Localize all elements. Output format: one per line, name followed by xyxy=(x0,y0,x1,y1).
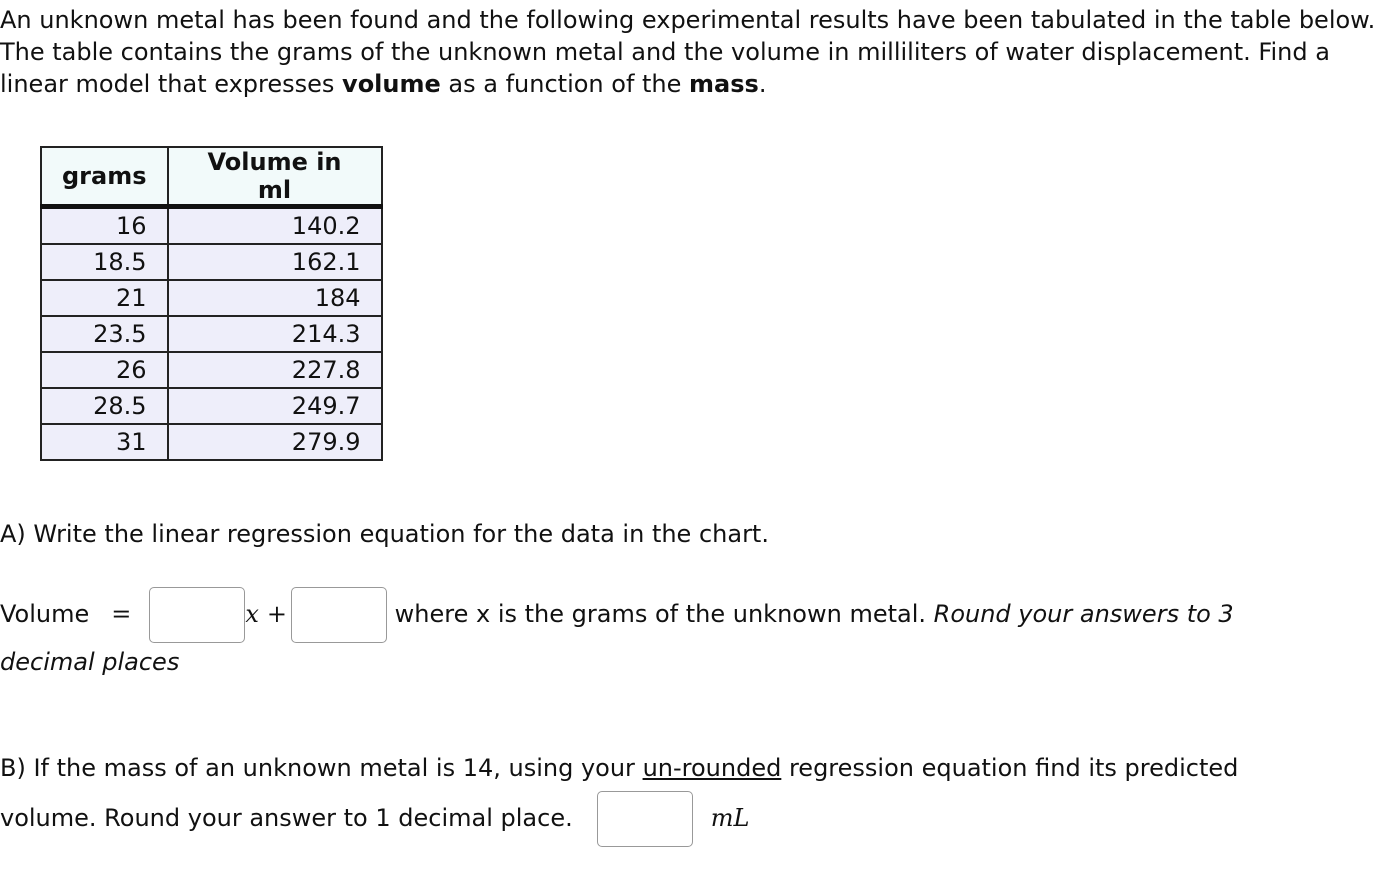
un-rounded-emphasis: un-rounded xyxy=(642,754,782,782)
part-b-text-3: volume. Round your answer to 1 decimal place. xyxy=(0,804,573,832)
cell-volume: 184 xyxy=(168,280,382,316)
slope-input[interactable] xyxy=(149,587,245,643)
intro-bold-volume: volume xyxy=(342,70,441,98)
cell-grams: 31 xyxy=(41,424,168,460)
table-row xyxy=(41,388,382,424)
unit-label: mL xyxy=(710,804,750,832)
equation-lhs: Volume xyxy=(0,600,90,628)
x-variable: x xyxy=(245,600,259,628)
table-row xyxy=(41,424,382,460)
table-row xyxy=(41,207,382,245)
cell-volume: 214.3 xyxy=(168,316,382,352)
rounding-instruction: Round your answers to 3 xyxy=(933,600,1234,628)
table-row xyxy=(41,244,382,280)
cell-grams: 18.5 xyxy=(41,244,168,280)
rounding-instruction-cont: decimal places xyxy=(0,648,180,676)
equals-sign: = xyxy=(111,600,132,628)
table-row xyxy=(41,316,382,352)
problem-intro xyxy=(0,4,1380,100)
cell-grams: 28.5 xyxy=(41,388,168,424)
cell-grams: 21 xyxy=(41,280,168,316)
cell-volume: 227.8 xyxy=(168,352,382,388)
part-b-prompt xyxy=(0,754,1238,782)
equation-explanation: where x is the grams of the unknown metal. xyxy=(394,600,934,628)
part-b-text-1: B) If the mass of an unknown metal is 14, using your xyxy=(0,754,643,782)
cell-volume: 279.9 xyxy=(168,424,382,460)
part-a-prompt: A) Write the linear regression equation for the data in the chart. xyxy=(0,520,769,548)
intro-bold-mass: mass xyxy=(689,70,759,98)
regression-equation xyxy=(0,586,1380,643)
intercept-input[interactable] xyxy=(291,587,387,643)
cell-grams: 23.5 xyxy=(41,316,168,352)
header-volume: Volume in ml xyxy=(168,147,382,207)
intro-text-2: as a function of the xyxy=(440,70,690,98)
intro-text-3: . xyxy=(758,70,767,98)
part-b-answer-line xyxy=(0,790,749,847)
plus-sign: + xyxy=(266,600,288,628)
cell-grams: 26 xyxy=(41,352,168,388)
cell-grams: 16 xyxy=(41,207,168,245)
data-table xyxy=(40,146,383,461)
part-b-text-2: regression equation find its predicted xyxy=(781,754,1239,782)
table-row xyxy=(41,280,382,316)
intro-text-1: An unknown metal has been found and the following experimental results have been tabulated in the table below. The table contains the grams of the unknown metal and the volume in milliliters of water displacement. Find a linear model that expresses xyxy=(0,6,1376,98)
table-header-row xyxy=(41,147,382,207)
predicted-volume-input[interactable] xyxy=(597,791,693,847)
cell-volume: 162.1 xyxy=(168,244,382,280)
table-row xyxy=(41,352,382,388)
header-grams: grams xyxy=(41,147,168,207)
cell-volume: 140.2 xyxy=(168,207,382,245)
cell-volume: 249.7 xyxy=(168,388,382,424)
